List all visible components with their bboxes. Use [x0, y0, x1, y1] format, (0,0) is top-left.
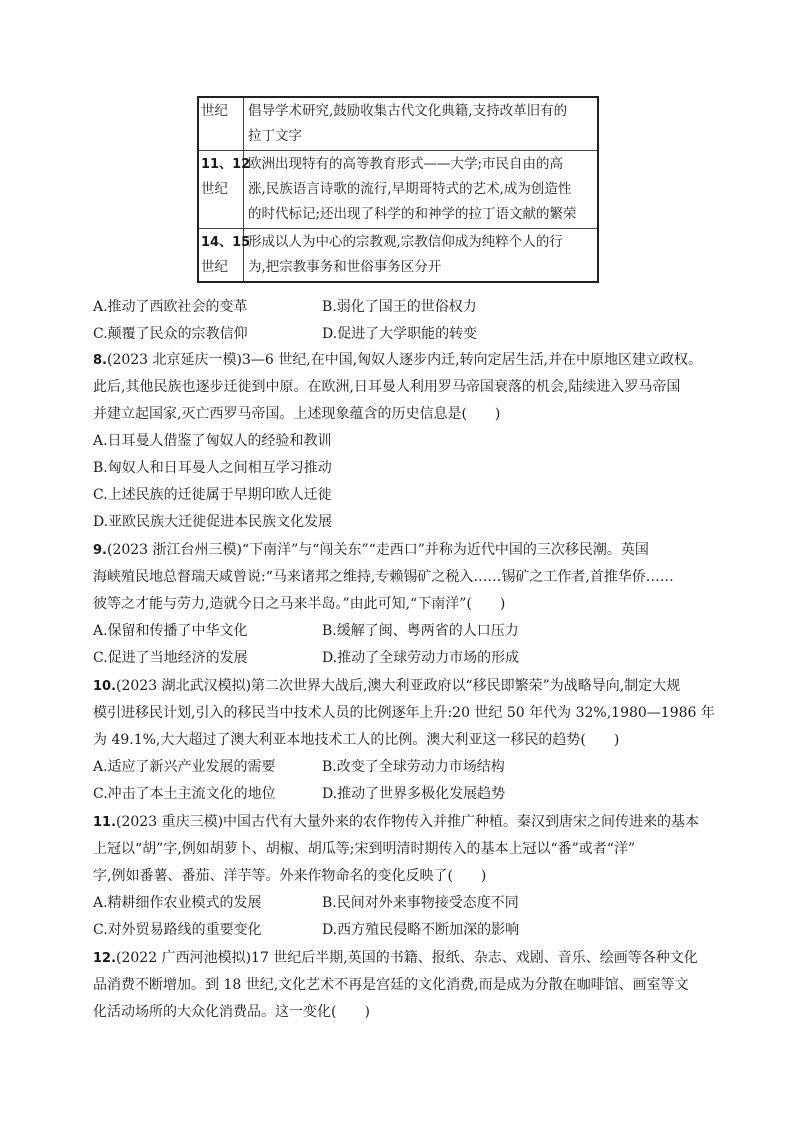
- table-row: [199, 228, 597, 281]
- era-cell: [199, 151, 251, 228]
- q9-stem-text: (2023 浙江台州三模)“下南洋”与“闯关东”“走西口”并称为近代中国的三次移民潮。英国: [106, 542, 649, 558]
- q11-stem-line: 上冠以“胡”字,例如胡萝卜、胡椒、胡瓜等;宋到明清时期传入的基本上冠以“番”或者“洋”: [93, 841, 636, 857]
- q10-number: 10.: [93, 679, 117, 694]
- q11-number: 11.: [93, 815, 117, 830]
- q11-option-b[interactable]: B.民间对外来事物接受态度不同: [322, 895, 519, 911]
- table-row: [199, 150, 597, 228]
- content-text: 涨,民族语言诗歌的流行,早期哥特式的艺术,成为创造性: [248, 181, 572, 197]
- content-text: 的时代标记;还出现了科学的和神学的拉丁语文献的繁荣: [248, 206, 577, 222]
- q9-option-a[interactable]: A.保留和传播了中华文化: [93, 623, 248, 639]
- q8-option-a[interactable]: A.日耳曼人借鉴了匈奴人的经验和教训: [93, 433, 332, 449]
- q7-option-c[interactable]: C.颠覆了民众的宗教信仰: [93, 326, 248, 342]
- q10-stem-line: 模引进移民计划,引入的移民当中技术人员的比例逐年上升:20 世纪 50 年代为 32%,1980—1986 年: [93, 705, 715, 721]
- content-text: 拉丁文字: [248, 128, 302, 144]
- q8-stem-line: [93, 350, 702, 371]
- q11-option-d[interactable]: D.西方殖民侵略不断加深的影响: [322, 922, 520, 938]
- q10-stem-line: 为 49.1%,大大超过了澳大利亚本地技术工人的比例。澳大利亚这一移民的趋势( ): [93, 732, 620, 748]
- q12-number: 12.: [93, 951, 117, 966]
- q10-option-d[interactable]: D.推动了世界多极化发展趋势: [322, 786, 506, 802]
- content-cell: [244, 98, 597, 150]
- q10-option-b[interactable]: B.改变了全球劳动力市场结构: [322, 759, 505, 775]
- q8-stem-line: 并建立起国家,灭亡西罗马帝国。上述现象蕴含的历史信息是( ): [93, 406, 501, 422]
- q7-option-b[interactable]: B.弱化了国王的世俗权力: [322, 299, 477, 315]
- q10-option-c[interactable]: C.冲击了本土主流文化的地位: [93, 786, 276, 802]
- q12-stem-text: (2022 广西河池模拟)17 世纪后半期,英国的书籍、报纸、杂志、戏剧、音乐、绘画等各种文化: [116, 950, 698, 966]
- q9-stem-line: 海峡殖民地总督瑞天咸曾说:“马来诸邦之维持,专赖锡矿之税入……锡矿之工作者,首推华侨……: [93, 569, 674, 585]
- history-table: [197, 96, 599, 283]
- q8-stem-line: 此后,其他民族也逐步迁徙到中原。在欧洲,日耳曼人利用罗马帝国衰落的机会,陆续进入罗马帝国: [93, 379, 681, 395]
- q8-option-c[interactable]: C.上述民族的迁徙属于早期印欧人迁徙: [93, 487, 332, 503]
- q10-stem-text: (2023 湖北武汉模拟)第二次世界大战后,澳大利亚政府以“移民即繁荣”为战略导向,制定大规: [116, 678, 681, 694]
- q10-stem-line: [93, 676, 680, 697]
- era-text: 世纪: [201, 181, 228, 197]
- content-cell: [244, 229, 597, 281]
- q12-stem-line: 化活动场所的大众化消费品。这一变化( ): [93, 1004, 370, 1020]
- q9-option-b[interactable]: B.缓解了闽、粤两省的人口压力: [322, 623, 519, 639]
- q12-stem-line: 品消费不断增加。到 18 世纪,文化艺术不再是宫廷的文化消费,而是成为分散在咖啡馆、画室等文: [93, 977, 689, 993]
- q8-stem-text: (2023 北京延庆一模)3—6 世纪,在中国,匈奴人逐步内迁,转向定居生活,并在中原地区建立政权。: [106, 352, 703, 368]
- era-cell: [199, 229, 251, 281]
- era-text: 世纪: [201, 259, 228, 275]
- q9-stem-line: [93, 540, 649, 561]
- q11-option-c[interactable]: C.对外贸易路线的重要变化: [93, 922, 262, 938]
- era-text: 11、12: [201, 157, 251, 172]
- content-text: 欧洲出现特有的高等教育形式——大学;市民自由的高: [248, 156, 564, 172]
- era-text: 世纪: [201, 103, 228, 119]
- q8-option-b[interactable]: B.匈奴人和日耳曼人之间相互学习推动: [93, 460, 332, 476]
- q10-option-a[interactable]: A.适应了新兴产业发展的需要: [93, 759, 276, 775]
- q9-stem-line: 彼等之才能与劳力,造就今日之马来半岛。”由此可知,“下南洋”( ): [93, 596, 506, 612]
- table-row: [199, 98, 597, 150]
- q11-stem-line: [93, 812, 699, 833]
- content-cell: [244, 151, 597, 228]
- q11-option-a[interactable]: A.精耕细作农业模式的发展: [93, 895, 262, 911]
- q12-stem-line: [93, 948, 698, 969]
- content-text: 倡导学术研究,鼓励收集古代文化典籍,支持改革旧有的: [248, 103, 568, 119]
- content-text: 为,把宗教事务和世俗事务区分开: [248, 259, 442, 275]
- era-cell: [199, 98, 244, 150]
- q7-option-d[interactable]: D.促进了大学职能的转变: [322, 326, 478, 342]
- q11-stem-line: 字,例如番薯、番茄、洋芋等。外来作物命名的变化反映了( ): [93, 868, 487, 884]
- q9-number: 9.: [93, 543, 107, 558]
- q9-option-c[interactable]: C.促进了当地经济的发展: [93, 650, 248, 666]
- q8-option-d[interactable]: D.亚欧民族大迁徙促进本民族文化发展: [93, 514, 333, 530]
- q9-option-d[interactable]: D.推动了全球劳动力市场的形成: [322, 650, 520, 666]
- era-text: 14、15: [201, 235, 251, 250]
- q8-number: 8.: [93, 353, 107, 368]
- q7-option-a[interactable]: A.推动了西欧社会的变革: [93, 299, 248, 315]
- q11-stem-text: (2023 重庆三模)中国古代有大量外来的农作物传入并推广种植。秦汉到唐宋之间传进来的基本: [116, 814, 700, 830]
- content-text: 形成以人为中心的宗教观,宗教信仰成为纯粹个人的行: [248, 234, 563, 250]
